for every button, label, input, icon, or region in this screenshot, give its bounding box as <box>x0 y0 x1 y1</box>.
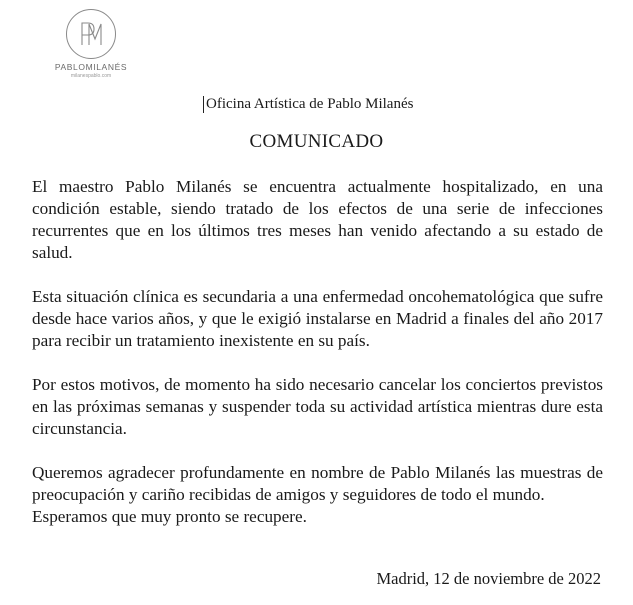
document-title: COMUNICADO <box>249 131 384 152</box>
logo-name: PABLOMILANÉS <box>54 62 128 72</box>
paragraph-3: Por estos motivos, de momento ha sido necesario cancelar los conciertos previstos en las próximas semanas y suspender toda su actividad artística mientras dure esta circunstancia. <box>32 375 603 438</box>
pablo-milanes-logo <box>46 8 136 79</box>
place-and-date: Madrid, 12 de noviembre de 2022 <box>376 569 601 588</box>
office-heading: Oficina Artística de Pablo Milanés <box>203 96 413 113</box>
paragraph-2: Esta situación clínica es secundaria a una enfermedad oncohematológica que sufre desde hace varios años, y que le exigió instalarse en Madrid a finales del año 2017 para recibir un tratamiento inexistente en su país. <box>32 287 603 350</box>
statement-body <box>32 176 603 528</box>
paragraph-5: Esperamos que muy pronto se recupere. <box>32 507 307 526</box>
paragraph-1: El maestro Pablo Milanés se encuentra actualmente hospitalizado, en una condición estable, siendo tratado de los efectos de una serie de infecciones recurrentes que en los últimos tres meses han venido afectando a su estado de salud. <box>32 177 603 262</box>
paragraph-4: Queremos agradecer profundamente en nombre de Pablo Milanés las muestras de preocupación y cariño recibidas de amigos y seguidores de todo el mundo. <box>32 463 603 504</box>
pm-monogram-icon <box>65 8 117 60</box>
logo-url: milanespablo.com <box>70 73 112 79</box>
